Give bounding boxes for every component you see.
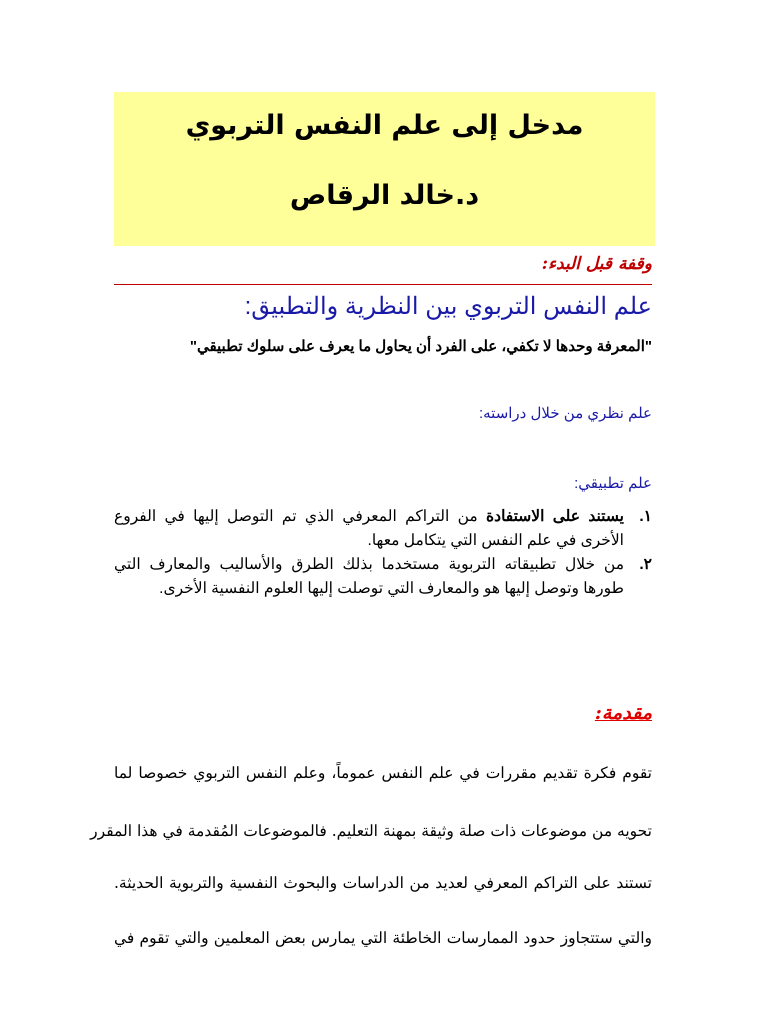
intro-heading: مقدمة: [594, 702, 652, 724]
pause-label: وقفة قبل البدء: [541, 254, 652, 274]
numbered-list [114, 505, 652, 601]
pause-divider [114, 284, 652, 285]
list-number: ١. [639, 508, 652, 525]
list-item-text: من خلال تطبيقاته التربوية مستخدما بذلك الطرق والأساليب والمعارف التي طورها وتوصل إليها هو والمعارف التي توصلت إليها العلوم النفسية الأخرى. [114, 556, 624, 597]
author-name: د.خالد الرقاص [289, 180, 480, 211]
list-item [114, 553, 652, 601]
applied-label: علم تطبيقي: [574, 475, 652, 492]
theoretical-label: علم نظري من خلال دراسته: [478, 405, 652, 422]
paragraph-line: تحويه من موضوعات ذات صلة وثيقة بمهنة التعليم. فالموضوعات المُقدمة في هذا المقرر [90, 822, 652, 840]
title-box [114, 92, 655, 246]
list-item-text: من التراكم المعرفي الذي تم التوصل إليها في الفروع الأخرى في علم النفس التي يتكامل معها. [114, 508, 624, 549]
list-number: ٢. [639, 556, 652, 573]
list-item [114, 505, 652, 553]
list-item-strong: يستند على الاستفادة [486, 508, 624, 525]
paragraph-line: تقوم فكرة تقديم مقررات في علم النفس عموماً، وعلم النفس التربوي خصوصا لما [114, 764, 652, 782]
section-heading: علم النفس التربوي بين النظرية والتطبيق: [244, 293, 652, 320]
paragraph-line: تستند على التراكم المعرفي لعديد من الدراسات والبحوث النفسية والتربوية الحديثة. [114, 874, 652, 892]
document-title: مدخل إلى علم النفس التربوي [185, 110, 584, 141]
paragraph-line: والتي ستتجاوز حدود الممارسات الخاطئة التي يمارس بعض المعلمين والتي تقوم في [114, 929, 652, 947]
quote-text: "المعرفة وحدها لا تكفي، على الفرد أن يحاول ما يعرف على سلوك تطبيقي" [189, 338, 652, 355]
